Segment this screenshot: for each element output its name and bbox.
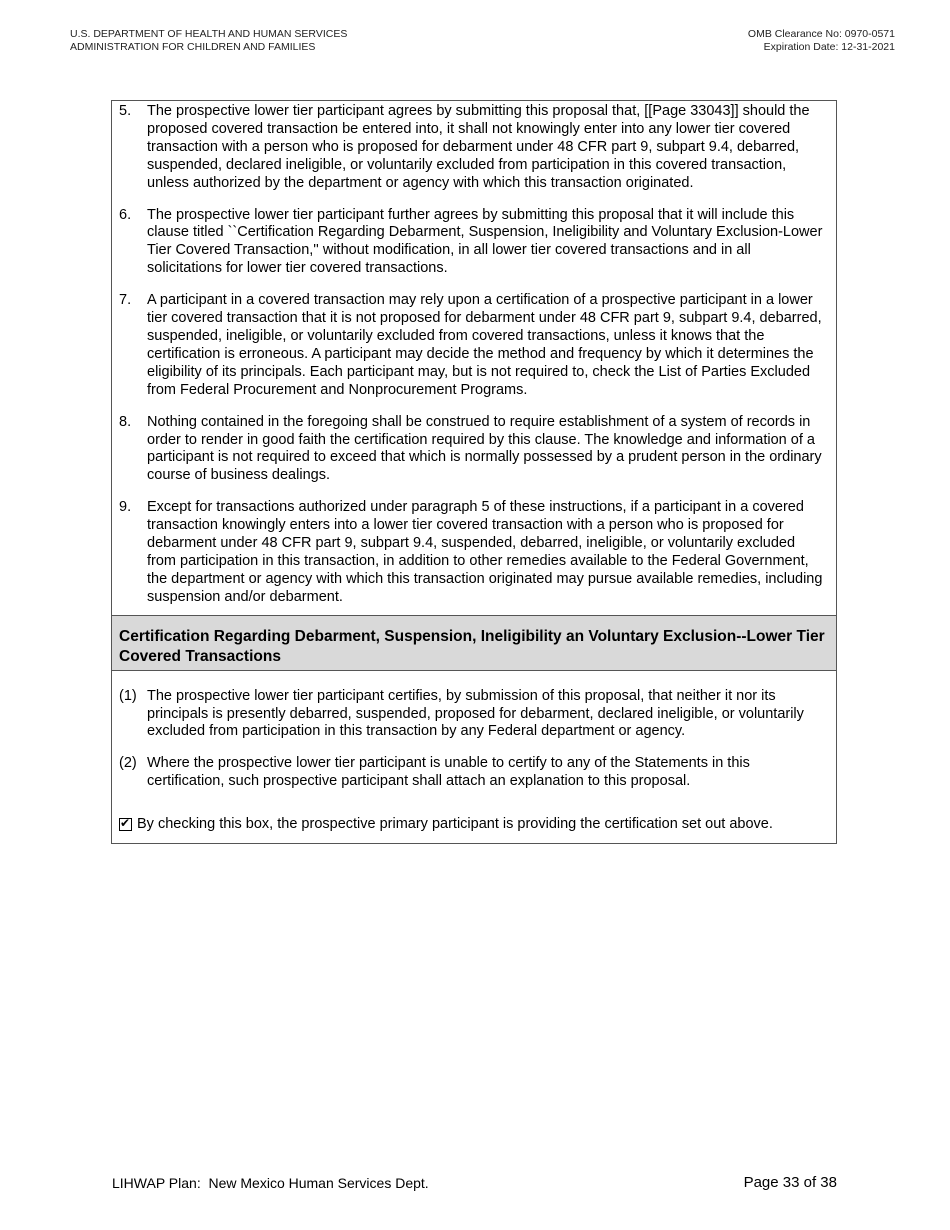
instruction-text: The prospective lower tier participant agrees by submitting this proposal that, [[Page 33043]] should the proposed covered transaction be entered into, it shall not knowingly enter into any lower tier covered transaction with a person who is proposed for debarment under 48 CFR part 9, subpart 9.4, debarred, suspended, declared ineligible, or voluntarily excluded from participation in this covered transaction, unless authorized by the department or agency with which this transaction originated. [147,103,810,191]
instruction-number: 9. [119,499,132,516]
instruction-item [119,292,828,399]
instruction-item [119,499,828,606]
certification-text: The prospective lower tier participant certifies, by submission of this proposal, that neither it nor its principals is presently debarred, suspended, proposed for debarment, declared ineligible, or voluntarily excluded from participation in this transaction by any Federal department or agency. [147,687,804,740]
instruction-text: The prospective lower tier participant further agrees by submitting this proposal that it will include this clause titled ``Certification Regarding Debarment, Suspension, Ineligibility and Voluntary Exclusion-Lower Tier Covered Transaction,'' without modification, in all lower tier covered transactions and in all solicitations for lower tier covered transactions. [147,206,823,277]
instruction-item [119,103,828,193]
instructions-list [112,101,836,615]
certification-item [119,755,828,791]
certification-form [111,100,837,844]
instruction-item [119,207,828,279]
omb-header [748,28,895,53]
instruction-text: Nothing contained in the foregoing shall be construed to require establishment of a system of records in order to render in good faith the certification required by this clause. The knowledge and information of a participant is not required to exceed that which is normally possessed by a prudent person in the ordinary course of business dealings. [147,413,822,484]
agency-header [70,28,347,53]
instruction-number: 6. [119,206,132,223]
instruction-number: 7. [119,292,132,309]
certification-text: Where the prospective lower tier participant is unable to certify to any of the Statements in this certification, such prospective participant shall attach an explanation to this proposal. [147,755,750,790]
expiration-date: Expiration Date: 12-31-2021 [763,40,895,53]
certification-list [112,671,836,796]
agency-subname: ADMINISTRATION FOR CHILDREN AND FAMILIES [70,40,316,53]
certification-item [119,688,828,742]
instruction-text: A participant in a covered transaction may rely upon a certification of a prospective participant in a lower tier covered transaction that it is not proposed for debarment under 48 CFR part 9, subpart 9.4, debarred, suspended, ineligible, or voluntarily excluded from covered transactions, unless it knows that the certification is erroneous. A participant may decide the method and frequency by which it determines the eligibility of its principals. Each participant may, but is not required to, check the List of Parties Excluded from Federal Procurement and Nonprocurement Programs. [147,292,822,398]
instruction-number: 8. [119,413,132,430]
page-number: Page 33 of 38 [743,1174,837,1191]
checkmark-icon: ✔ [120,815,131,830]
certification-title: Certification Regarding Debarment, Suspension, Ineligibility an Voluntary Exclusion--Lower Tier Covered Transactions [112,615,836,671]
omb-clearance: OMB Clearance No: 0970-0571 [747,28,895,40]
certification-number: (1) [119,687,137,704]
certification-checkbox-label: By checking this box, the prospective primary participant is providing the certification set out above. [137,816,773,833]
certification-number: (2) [119,755,137,772]
certification-checkbox-row[interactable] [112,795,836,843]
instruction-item [119,414,828,486]
instruction-text: Except for transactions authorized under paragraph 5 of these instructions, if a participant in a covered transaction knowingly enters into a lower tier covered transaction with a person who is proposed for debarment under 48 CFR part 9, subpart 9.4, suspended, debarred, ineligible, or voluntarily excluded from participation in this transaction, in addition to other remedies available to the Federal Government, the department or agency with which this transaction originated may pursue available remedies, including suspension and/or debarment. [147,499,823,605]
instruction-number: 5. [119,103,132,119]
certification-checkbox[interactable] [119,815,132,831]
agency-name: U.S. DEPARTMENT OF HEALTH AND HUMAN SERVICES [70,28,348,40]
footer-plan-name: LIHWAP Plan: New Mexico Human Services Dept. [112,1175,429,1191]
